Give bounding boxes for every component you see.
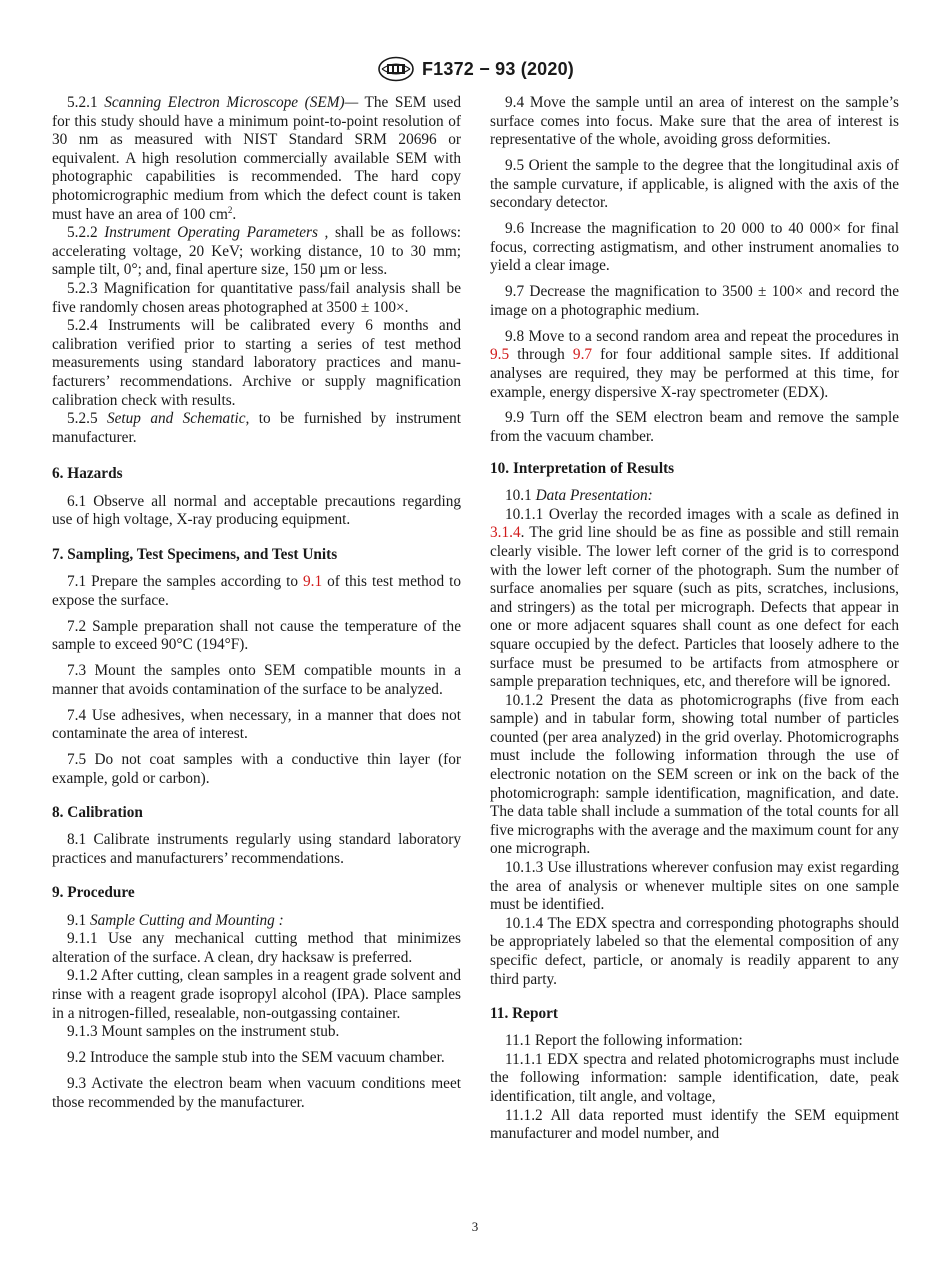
- section-10-1-2: 10.1.2 Present the data as photomicrographs (five from each sample) and in tabular form, showing total number of particles counted (per area analyzed) in the grid overlay. Photomicrographs must include the following information through the use of electronic notation on the SEM screen or ink on the back of the photomicrograph: sample identification, magnification, and date. The data table shall include a summation of the total counts for all five micrographs with the average and the maximum count for any one micrograph.: [490, 691, 899, 858]
- section-9-4: 9.4 Move the sample until an area of interest on the sample’s surface comes into focus. Make sure that the area of interest is representative of the whole, avoiding gross deformities.: [490, 94, 899, 149]
- section-10-1: [490, 487, 899, 506]
- section-9-7: 9.7 Decrease the magnification to 3500 ± 100× and record the image on a photographic medium.: [490, 283, 899, 319]
- para-text: 7.1 Prepare the samples according to: [67, 573, 304, 591]
- para-text: 9.8 Move to a second random area and repeat the procedures in: [505, 327, 899, 345]
- section-10-1-1: [490, 506, 899, 692]
- xref-link-9-1[interactable]: 9.1: [303, 573, 323, 591]
- para-num: 10.1: [505, 487, 536, 505]
- para-num: 5.2.2: [67, 224, 105, 242]
- heading-report: 11. Report: [490, 1004, 558, 1022]
- heading-calibration: 8. Calibration: [52, 803, 143, 821]
- section-7-5: 7.5 Do not coat samples with a conductive thin layer (for example, gold or carbon).: [52, 751, 461, 787]
- para-title: Sample Cutting and Mounting :: [89, 911, 284, 929]
- section-9-9: 9.9 Turn off the SEM electron beam and remove the sample from the vacuum chamber.: [490, 409, 899, 445]
- para-num: 9.1: [67, 911, 90, 929]
- section-9-1: [52, 912, 461, 931]
- para-title: Scanning Electron Microscope (SEM)—: [104, 94, 359, 111]
- section-9-1-2: 9.1.2 After cutting, clean samples in a reagent grade solvent and rinse with a reagent grade isopropyl alcohol (IPA). Place samples in a nitrogen-filled, resealable, non-outgassing container.: [52, 967, 461, 1022]
- xref-link-9-5[interactable]: 9.5: [490, 346, 510, 364]
- section-5-2-1: [52, 94, 461, 224]
- para-text: for four additional sample sites. If additional analyses are required, they may be performed at this time, for example, energy dispersive X-ray spectrometer (EDX).: [490, 346, 899, 401]
- section-9-5: 9.5 Orient the sample to the degree that the longitudinal axis of the sample curvature, if applicable, is aligned with the axis of the secondary detector.: [490, 157, 899, 212]
- xref-link-9-7[interactable]: 9.7: [572, 346, 593, 364]
- para-num: 5.2.1: [67, 94, 105, 111]
- para-title: Instrument Operating Parameters ,: [104, 224, 329, 242]
- section-11-1-1: 11.1.1 EDX spectra and related photomicrographs must include the following information: sample identification, date, peak identification, tilt angle, and voltage,: [490, 1050, 899, 1106]
- page-number: 3: [471, 1219, 479, 1234]
- para-text-end: .: [232, 205, 237, 223]
- para-text: through: [509, 346, 573, 364]
- section-10-1-4: 10.1.4 The EDX spectra and corresponding photographs should be appropriately labeled so that the elemental composition of any specific defect, particle, or anomaly is readily apparent to any third party.: [490, 914, 899, 988]
- page-header: [0, 56, 950, 82]
- section-8-1: 8.1 Calibrate instruments regularly using standard laboratory practices and manufacturers’ recommendations.: [52, 831, 461, 867]
- heading-procedure: 9. Procedure: [52, 884, 135, 902]
- section-11-1: 11.1 Report the following information:: [505, 1032, 743, 1050]
- section-5-2-4: 5.2.4 Instruments will be calibrated every 6 months and calibration verified prior to starting a series of test method measurements using standard laboratory practices and manufacturers’ recommendations. Archive or supply magnification calibration check with results.: [52, 317, 461, 409]
- section-9-1-3: 9.1.3 Mount samples on the instrument stub.: [67, 1023, 340, 1041]
- section-9-8: [490, 328, 899, 402]
- section-9-1-1: 9.1.1 Use any mechanical cutting method that minimizes alteration of the surface. A clean, dry hacksaw is preferred.: [52, 930, 461, 966]
- para-num: 5.2.5: [67, 410, 107, 428]
- section-7-1: [52, 573, 461, 610]
- section-9-3: 9.3 Activate the electron beam when vacuum conditions meet those recommended by the manufacturer.: [52, 1075, 461, 1111]
- superscript: 2: [227, 204, 233, 215]
- section-5-2-2: [52, 224, 461, 280]
- para-title: Setup and Schematic,: [106, 410, 250, 428]
- para-text: . The grid line should be as fine as possible and still remain clearly visible. The lower left corner of the grid is to correspond with the lower left corner of the photograph. Sum the number of surface anomalies per square (such as pits, scratches, inclusions, and stringers) as the total per micrograph. Defects that appear in one or more adjacent squares shall count as one defect for each square occupied by the defect. Particles that loosely adhere to the surface must be presumed to be artifacts from atmosphere or sample preparation techniques, etc, and therefore will be ignored.: [490, 524, 899, 691]
- para-title: Data Presentation:: [535, 487, 653, 505]
- para-text: of this test method to expose the surface.: [52, 573, 462, 609]
- heading-hazards: 6. Hazards: [52, 465, 123, 483]
- section-5-2-5: [52, 410, 461, 447]
- section-11-1-2: 11.1.2 All data reported must identify the SEM equipment manufacturer and model number, and: [490, 1106, 899, 1143]
- astm-logo-icon: [376, 56, 416, 82]
- section-7-2: 7.2 Sample preparation shall not cause the temperature of the sample to exceed 90°C (194°F).: [52, 617, 461, 654]
- section-10-1-3: 10.1.3 Use illustrations wherever confusion may exist regarding the area of analysis or whenever multiple sites on one sample must be identified.: [490, 859, 899, 914]
- section-5-2-3: 5.2.3 Magnification for quantitative pass/fail analysis shall be five randomly chosen areas photographed at 3500 ± 100×.: [52, 279, 461, 316]
- right-column: [490, 94, 899, 1144]
- heading-sampling: 7. Sampling, Test Specimens, and Test Units: [52, 545, 338, 563]
- para-text: 10.1.1 Overlay the recorded images with a scale as defined in: [505, 505, 899, 523]
- section-7-4: 7.4 Use adhesives, when necessary, in a manner that does not contaminate the area of interest.: [52, 706, 461, 743]
- section-9-2: 9.2 Introduce the sample stub into the SEM vacuum chamber.: [67, 1049, 445, 1067]
- section-7-3: 7.3 Mount the samples onto SEM compatible mounts in a manner that avoids contamination of the surface to be analyzed.: [52, 662, 461, 698]
- section-9-6: 9.6 Increase the magnification to 20 000 to 40 000× for final focus, correcting astigmatism, and other instrument anomalies to yield a clear image.: [490, 220, 899, 275]
- para-text: to be furnished by instrument manufacturer.: [52, 410, 462, 446]
- para-text: shall be as follows: accelerating voltage, 20 KeV; working distance, 10 to 30 mm; sample tilt, 0°; and, final aperture size, 150 µm or less.: [52, 224, 461, 279]
- xref-link-3-1-4[interactable]: 3.1.4: [490, 524, 521, 542]
- section-6-1: 6.1 Observe all normal and acceptable precautions regarding use of high voltage, X-ray producing equipment.: [52, 492, 461, 529]
- para-text: The SEM used for this study should have a minimum point-to-point resolution of 30 nm as measured with NIST Standard SRM 20696 or equivalent. A high resolution commercially available SEM with photographic capabilities is recommended. The hard copy photomicrographic medium from which the defect count is taken must have an area of 100 cm: [52, 94, 461, 223]
- document-designation: F1372 − 93 (2020): [421, 58, 574, 79]
- heading-interpretation: 10. Interpretation of Results: [490, 459, 675, 477]
- left-column: [52, 94, 461, 1112]
